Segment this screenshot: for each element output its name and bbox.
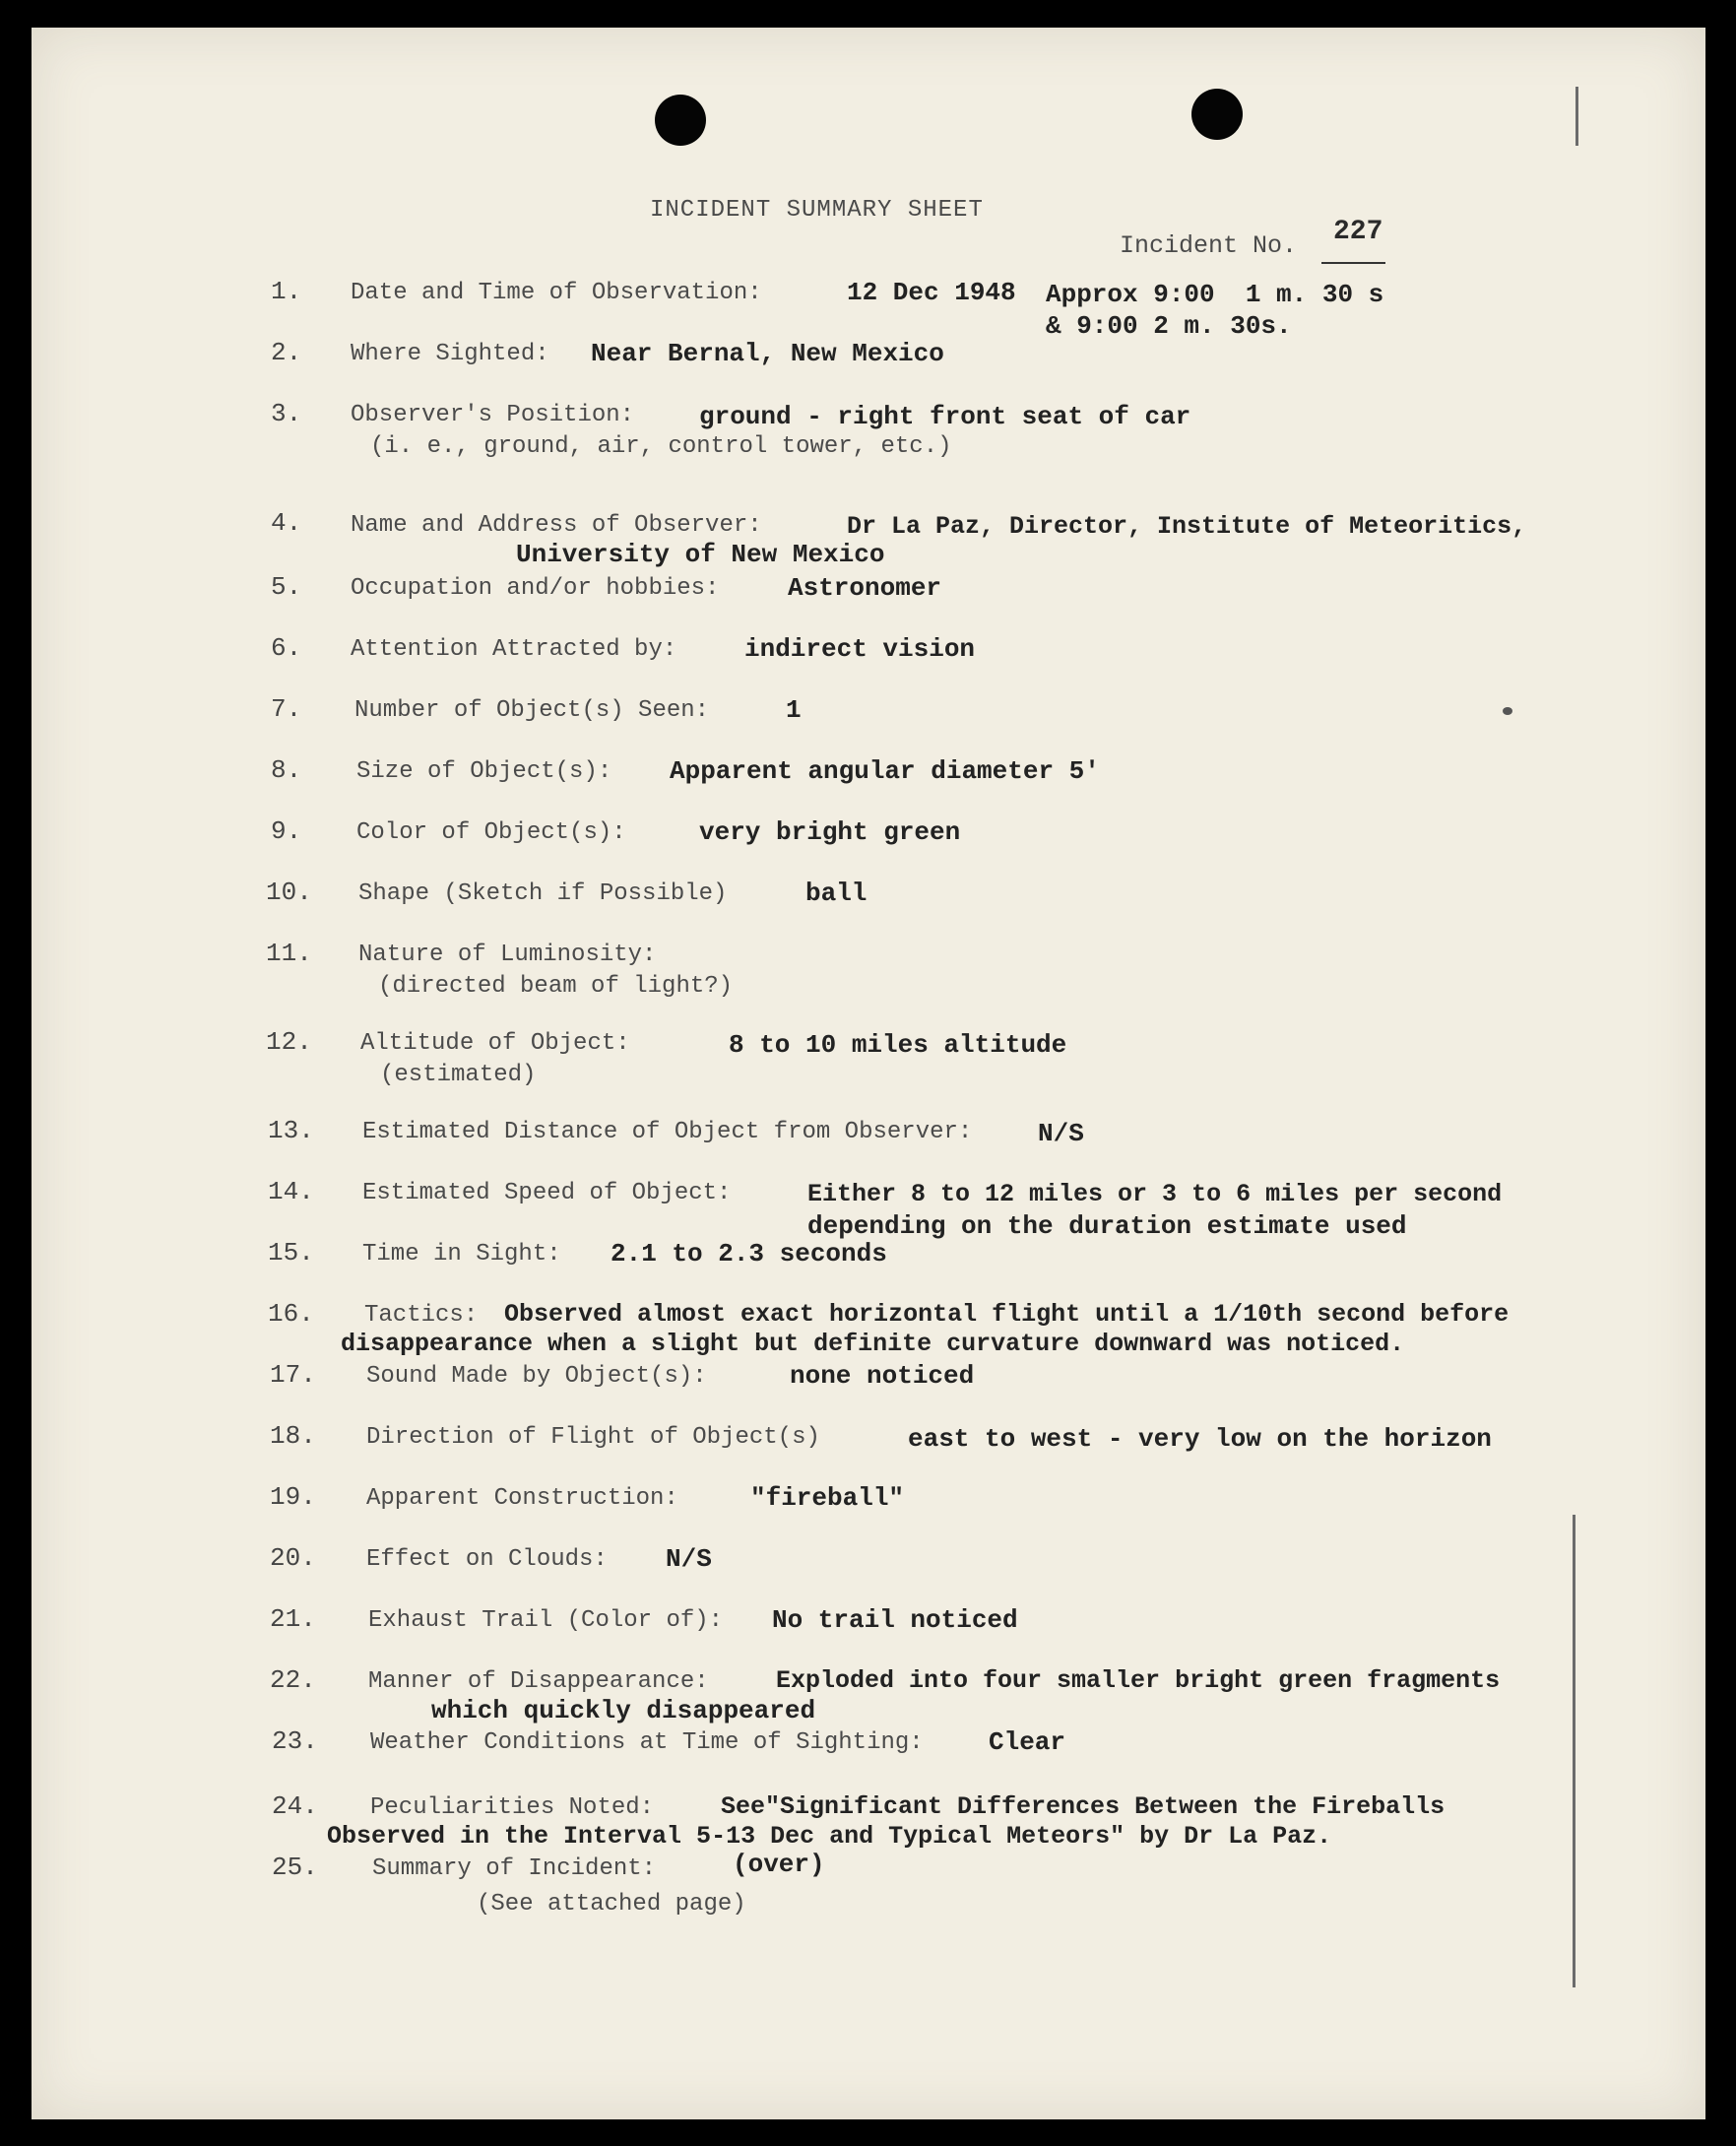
item-number: 3. (271, 399, 302, 428)
item-number: 23. (272, 1726, 318, 1756)
item-label: Shape (Sketch if Possible) (358, 880, 728, 907)
item-value: 2.1 to 2.3 seconds (611, 1239, 887, 1268)
item-value: Astronomer (788, 573, 942, 603)
item-label: Weather Conditions at Time of Sighting: (370, 1729, 924, 1756)
page-title: INCIDENT SUMMARY SHEET (650, 197, 984, 224)
item-value: & 9:00 2 m. 30s. (1046, 311, 1292, 341)
item-number: 13. (268, 1116, 314, 1145)
item-number: 15. (268, 1238, 314, 1268)
item-value: depending on the duration estimate used (807, 1211, 1407, 1241)
item-label: Apparent Construction: (366, 1485, 678, 1512)
item-label: Summary of Incident: (372, 1855, 657, 1882)
item-number: 6. (271, 633, 302, 663)
item-label: Sound Made by Object(s): (366, 1363, 707, 1390)
item-label: Name and Address of Observer: (351, 512, 762, 539)
item-label: Exhaust Trail (Color of): (368, 1607, 724, 1634)
item-value: Observed almost exact horizontal flight until a 1/10th second before (504, 1300, 1510, 1329)
item-label: Number of Object(s) Seen: (354, 697, 710, 724)
item-value: N/S (666, 1544, 712, 1574)
item-value: none noticed (790, 1361, 975, 1391)
item-value: 12 Dec 1948 (847, 278, 1016, 307)
item-value: Apparent angular diameter 5' (670, 756, 1100, 786)
item-value: (over) (733, 1850, 825, 1879)
item-sublabel: (estimated) (380, 1062, 537, 1088)
item-value: indirect vision (744, 634, 976, 664)
item-label: Time in Sight: (362, 1241, 561, 1268)
item-sublabel: (directed beam of light?) (378, 973, 734, 1000)
item-label: Direction of Flight of Object(s) (366, 1424, 820, 1451)
item-number: 4. (271, 508, 302, 538)
item-value: "fireball" (750, 1483, 905, 1513)
item-value: University of New Mexico (516, 540, 885, 569)
document-page (32, 28, 1705, 2119)
incident-number: 227 (1333, 217, 1383, 247)
item-value: Dr La Paz, Director, Institute of Meteoritics, (847, 512, 1527, 541)
item-label: Date and Time of Observation: (351, 280, 762, 306)
item-number: 10. (266, 878, 312, 907)
item-value: Exploded into four smaller bright green fragments (776, 1666, 1501, 1695)
item-value: See"Significant Differences Between the Fireballs (721, 1792, 1446, 1821)
item-label: Estimated Speed of Object: (362, 1180, 732, 1206)
item-number: 14. (268, 1177, 314, 1206)
item-label: Peculiarities Noted: (370, 1794, 655, 1821)
item-value: which quickly disappeared (431, 1696, 816, 1725)
item-value: N/S (1038, 1119, 1084, 1148)
item-number: 22. (270, 1665, 316, 1695)
item-number: 8. (271, 755, 302, 785)
item-number: 20. (270, 1543, 316, 1573)
item-label: Manner of Disappearance: (368, 1668, 709, 1695)
punch-hole-left (655, 95, 706, 146)
item-value: very bright green (699, 817, 961, 847)
item-label: Attention Attracted by: (351, 636, 677, 663)
item-number: 19. (270, 1482, 316, 1512)
item-value: ball (805, 878, 868, 908)
item-label: Effect on Clouds: (366, 1546, 608, 1573)
item-number: 24. (272, 1791, 318, 1821)
item-label: Size of Object(s): (356, 758, 612, 785)
item-number: 7. (271, 694, 302, 724)
item-value: 1 (786, 695, 802, 725)
item-value: Either 8 to 12 miles or 3 to 6 miles per second (807, 1180, 1503, 1208)
item-label: Occupation and/or hobbies: (351, 575, 720, 602)
item-value: east to west - very low on the horizon (908, 1424, 1492, 1454)
incident-number-underline (1321, 262, 1385, 264)
ink-speck (1503, 707, 1512, 715)
item-number: 12. (266, 1027, 312, 1057)
item-sublabel: (See attached page) (477, 1891, 746, 1918)
item-value: Near Bernal, New Mexico (591, 339, 944, 368)
item-value: No trail noticed (772, 1605, 1018, 1635)
punch-hole-right (1191, 89, 1243, 140)
item-number: 25. (272, 1853, 318, 1882)
item-number: 21. (270, 1604, 316, 1634)
page-edge-mark-right (1573, 1515, 1575, 1987)
item-number: 2. (271, 338, 302, 367)
item-value: Approx 9:00 1 m. 30 s (1046, 280, 1384, 309)
item-label: Nature of Luminosity: (358, 942, 657, 968)
page-edge-mark-top (1575, 87, 1578, 146)
item-number: 16. (268, 1299, 314, 1329)
item-value: 8 to 10 miles altitude (729, 1030, 1067, 1060)
item-number: 9. (271, 816, 302, 846)
item-number: 17. (270, 1360, 316, 1390)
item-label: Altitude of Object: (360, 1030, 630, 1057)
item-number: 11. (266, 939, 312, 968)
item-value: ground - right front seat of car (699, 402, 1191, 431)
item-label: Tactics: (364, 1302, 479, 1329)
item-number: 18. (270, 1421, 316, 1451)
item-label: Where Sighted: (351, 341, 549, 367)
item-label: Color of Object(s): (356, 819, 626, 846)
item-number: 5. (271, 572, 302, 602)
item-label: Estimated Distance of Object from Observer: (362, 1119, 973, 1145)
item-sublabel: (i. e., ground, air, control tower, etc.) (370, 433, 952, 460)
item-number: 1. (271, 277, 302, 306)
incident-number-label: Incident No. (1120, 231, 1298, 260)
item-value: disappearance when a slight but definite curvature downward was noticed. (341, 1330, 1405, 1358)
item-label: Observer's Position: (351, 402, 635, 428)
item-value: Clear (989, 1727, 1066, 1757)
item-value: Observed in the Interval 5-13 Dec and Typical Meteors" by Dr La Paz. (327, 1822, 1332, 1851)
